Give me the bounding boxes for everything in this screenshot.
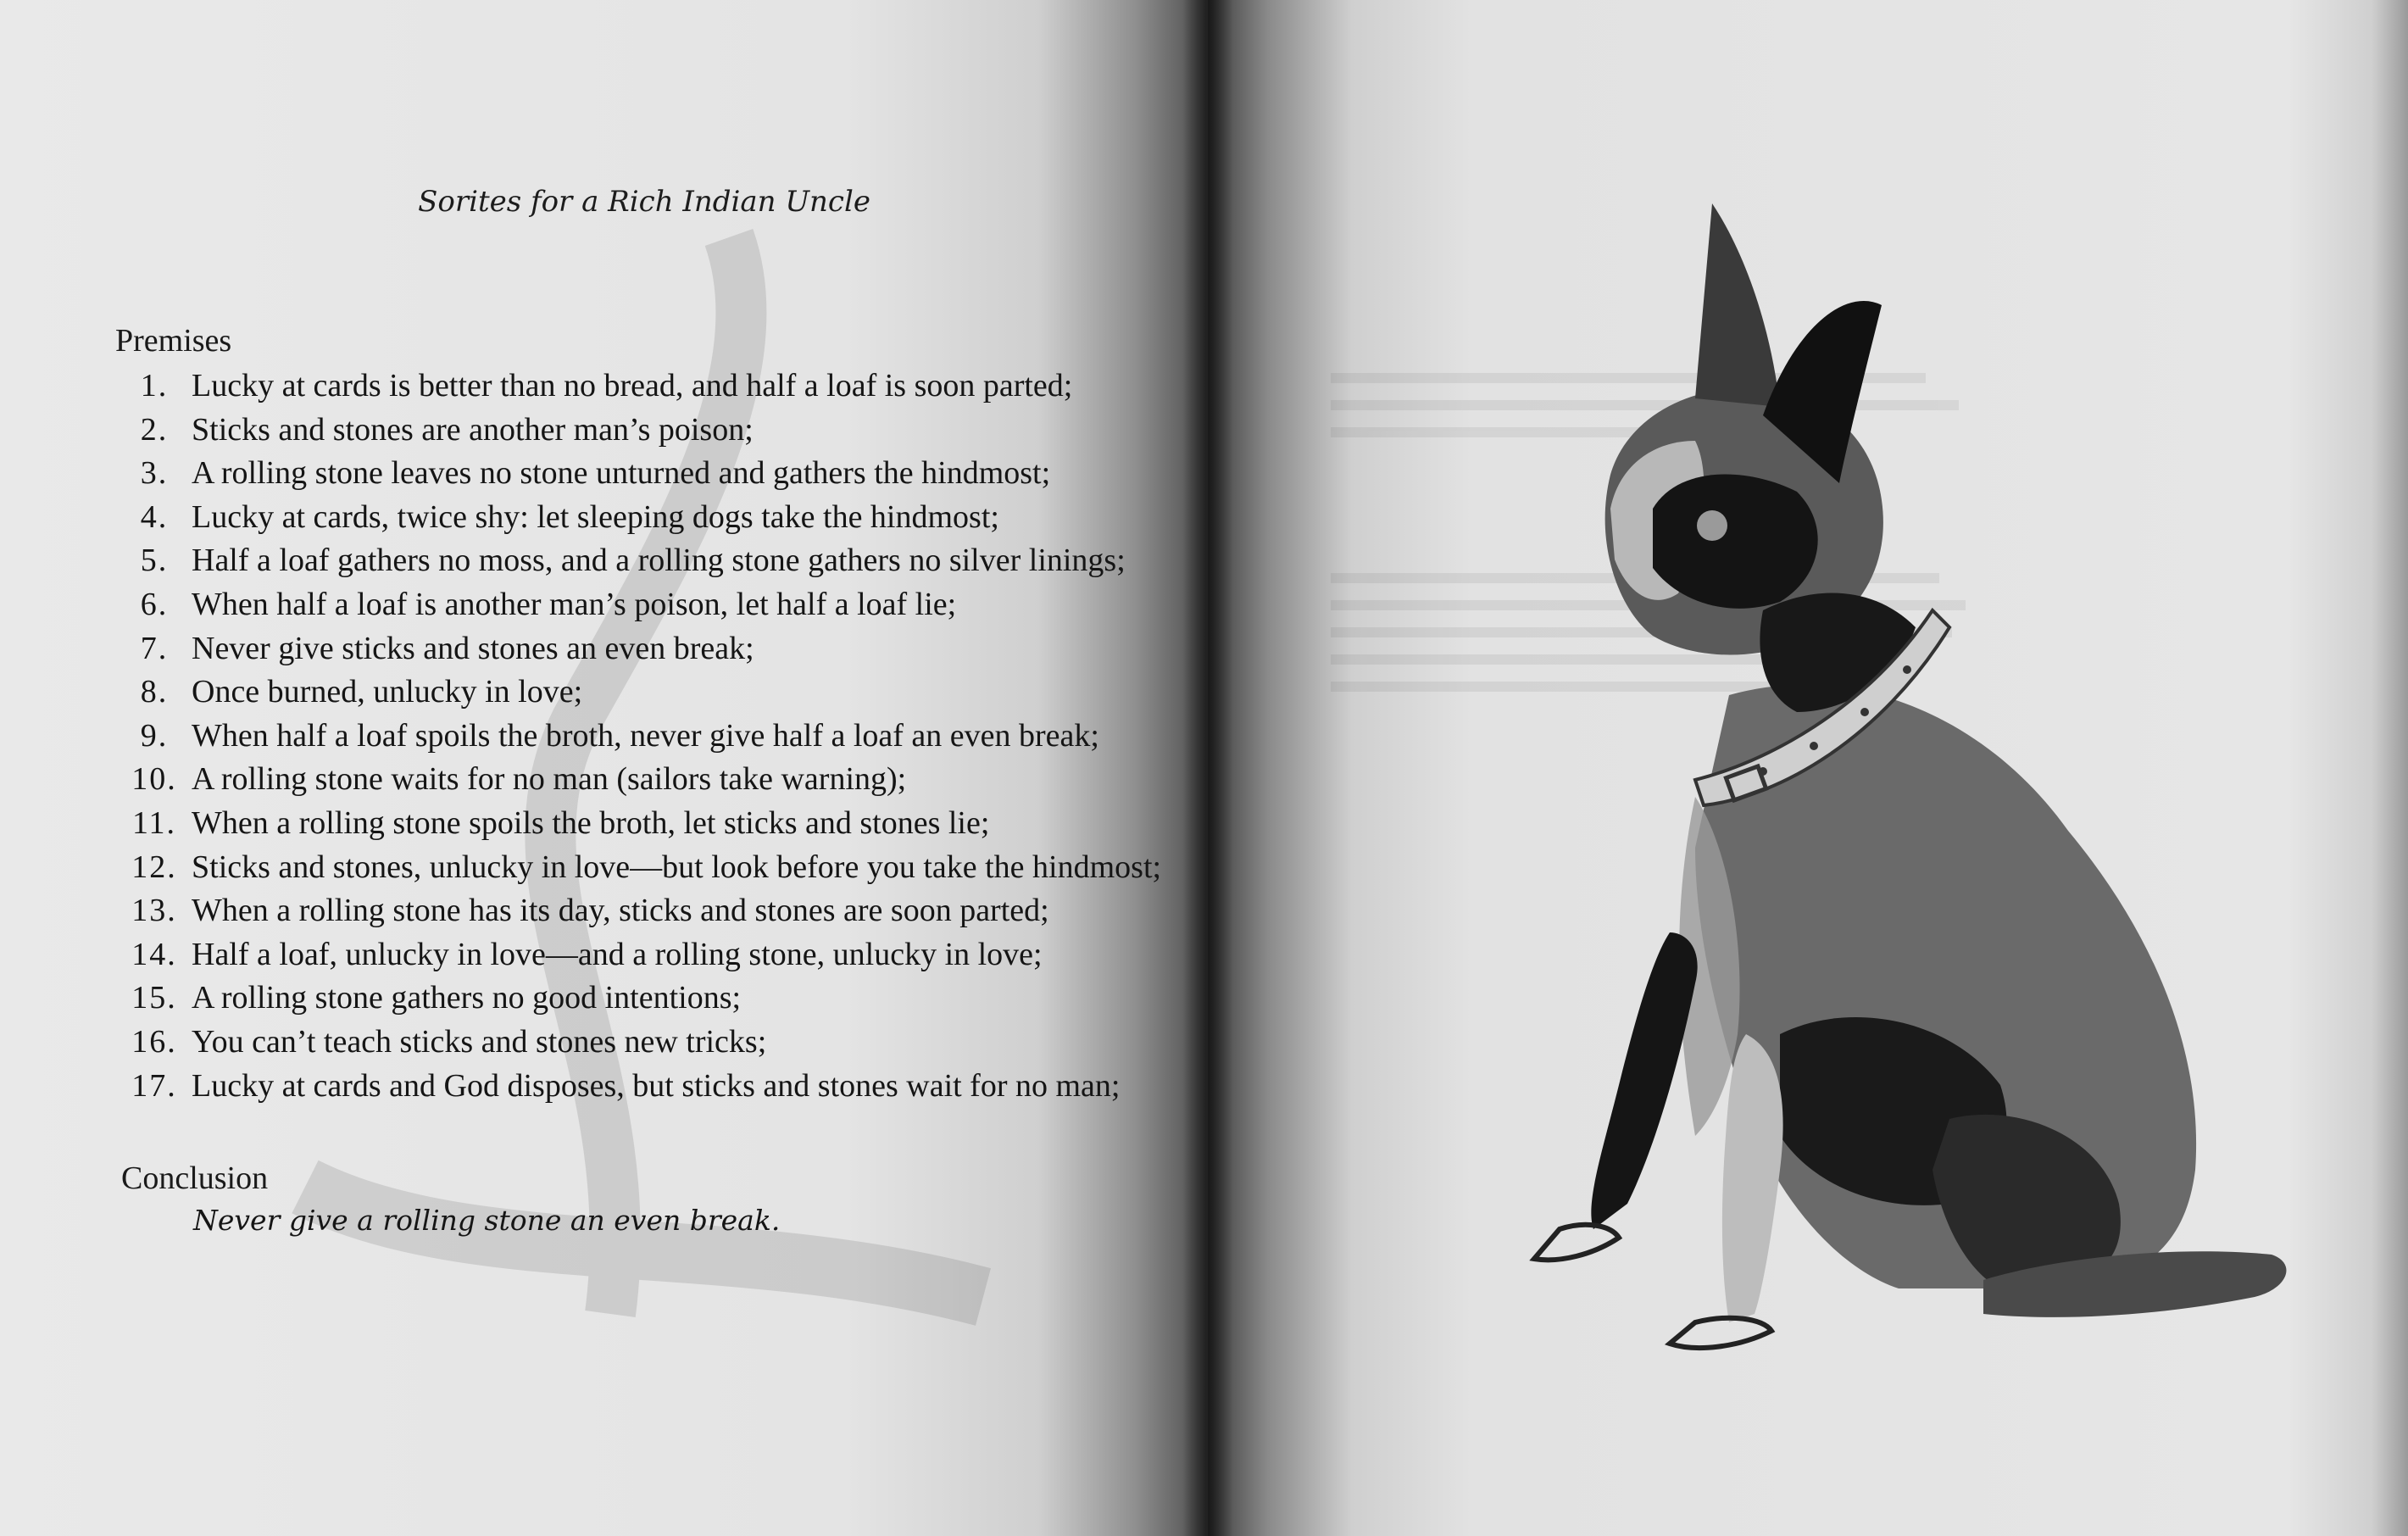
premise-number: 2. bbox=[140, 411, 169, 448]
premise-text: You can’t teach sticks and stones new tricks; bbox=[192, 1023, 767, 1060]
premise-text: Half a loaf, unlucky in love—and a rolling stone, unlucky in love; bbox=[192, 936, 1043, 972]
premise-number: 15. bbox=[131, 980, 177, 1016]
premise-text: A rolling stone leaves no stone unturned and gathers the hindmost; bbox=[192, 455, 1051, 492]
dog-front-leg-right bbox=[1722, 1034, 1783, 1322]
premise-text: When half a loaf is another man’s poison, let half a loaf lie; bbox=[192, 586, 957, 622]
premise-text: A rolling stone gathers no good intentions; bbox=[192, 980, 742, 1016]
dog-front-paw-left bbox=[1534, 1225, 1619, 1260]
dog-front-paw-right bbox=[1670, 1318, 1771, 1348]
premise-item bbox=[117, 933, 1168, 977]
premise-item bbox=[117, 1021, 1168, 1065]
premise-item bbox=[117, 365, 1168, 409]
dog-collar-stud bbox=[1810, 742, 1818, 750]
premises-heading: Premises bbox=[115, 323, 232, 359]
premise-text: Sticks and stones, unlucky in love—but look before you take the hindmost; bbox=[192, 849, 1162, 885]
premise-number: 14. bbox=[131, 936, 177, 972]
premise-number: 12. bbox=[131, 849, 177, 885]
premise-item bbox=[117, 452, 1168, 496]
premise-text: Never give sticks and stones an even break; bbox=[192, 630, 754, 666]
premise-item bbox=[117, 1065, 1168, 1109]
dog-collar-stud bbox=[1860, 708, 1869, 716]
poem-title: Sorites for a Rich Indian Uncle bbox=[418, 185, 870, 219]
premise-text: Lucky at cards and God disposes, but sticks and stones wait for no man; bbox=[192, 1067, 1121, 1104]
premise-number: 13. bbox=[131, 893, 177, 929]
premise-list bbox=[117, 365, 1168, 1108]
premise-item bbox=[117, 802, 1168, 846]
premise-text: Lucky at cards is better than no bread, and half a loaf is soon parted; bbox=[192, 368, 1073, 403]
dog-eye bbox=[1697, 510, 1727, 541]
premise-text: Sticks and stones are another man’s poison; bbox=[192, 411, 754, 448]
conclusion-text: Never give a rolling stone an even break. bbox=[193, 1204, 781, 1237]
dog-front-leg-left bbox=[1591, 932, 1697, 1229]
premise-item bbox=[117, 583, 1168, 627]
conclusion-heading: Conclusion bbox=[121, 1160, 269, 1196]
premise-item bbox=[117, 496, 1168, 540]
premise-text: When a rolling stone has its day, sticks and stones are soon parted; bbox=[192, 893, 1049, 929]
boston-terrier-illustration bbox=[1254, 186, 2305, 1390]
premise-number: 11. bbox=[131, 804, 177, 841]
premise-item bbox=[117, 409, 1168, 453]
book-gutter-shadow bbox=[1182, 0, 1233, 1536]
premise-item bbox=[117, 977, 1168, 1021]
premise-number: 3. bbox=[140, 455, 169, 492]
premise-item bbox=[117, 758, 1168, 802]
premise-number: 9. bbox=[140, 717, 169, 754]
premise-text: Once burned, unlucky in love; bbox=[192, 674, 583, 710]
dog-ear-left bbox=[1695, 203, 1780, 407]
dog-eye-patch bbox=[1653, 475, 1818, 609]
premise-item bbox=[117, 846, 1168, 890]
premise-text: When half a loaf spoils the broth, never give half a loaf an even break; bbox=[192, 717, 1099, 754]
premise-text: When a rolling stone spoils the broth, let sticks and stones lie; bbox=[192, 804, 990, 841]
premise-number: 7. bbox=[140, 630, 169, 666]
premise-text: Lucky at cards, twice shy: let sleeping dogs take the hindmost; bbox=[192, 498, 999, 535]
premise-item bbox=[117, 889, 1168, 933]
dog-collar-stud bbox=[1903, 665, 1911, 674]
premise-text: Half a loaf gathers no moss, and a rolling stone gathers no silver linings; bbox=[192, 543, 1126, 579]
premise-item bbox=[117, 539, 1168, 583]
premise-number: 8. bbox=[140, 674, 169, 710]
premise-number: 16. bbox=[131, 1023, 177, 1060]
premise-number: 10. bbox=[131, 761, 177, 798]
premise-number: 17. bbox=[131, 1067, 177, 1104]
premise-number: 1. bbox=[140, 368, 169, 403]
premise-number: 5. bbox=[140, 543, 169, 579]
premise-number: 4. bbox=[140, 498, 169, 535]
premise-item bbox=[117, 671, 1168, 715]
premise-number: 6. bbox=[140, 586, 169, 622]
premise-item bbox=[117, 627, 1168, 671]
premise-text: A rolling stone waits for no man (sailors take warning); bbox=[192, 761, 907, 798]
premise-item bbox=[117, 715, 1168, 759]
